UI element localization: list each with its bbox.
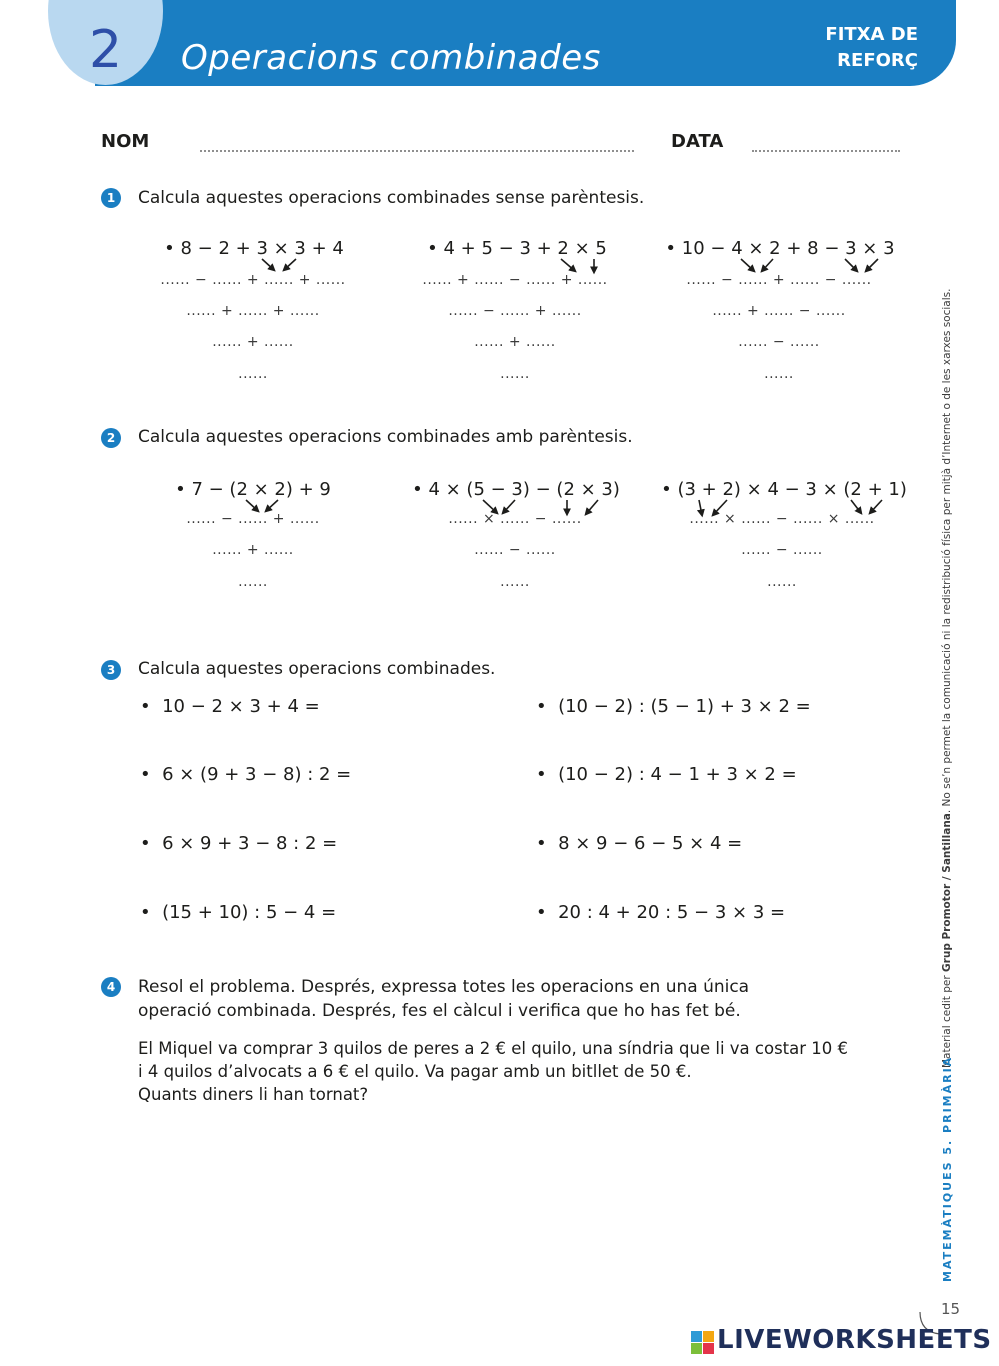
arrow	[284, 259, 296, 270]
ex2-a-step-1[interactable]: ...... − ...... + ......	[186, 511, 320, 527]
problem-text-line-1: El Miquel va comprar 3 quilos de peres a 2 € el quilo, una síndria que li va costar 10 €	[138, 1039, 849, 1058]
ex1-a-step-1[interactable]: ...... − ...... + ...... + ......	[160, 272, 346, 288]
arrow	[586, 500, 598, 514]
ex2-c-step-2[interactable]: ...... − ......	[741, 542, 823, 558]
problem-text-line-3: Quants diners li han tornat?	[138, 1085, 369, 1104]
copyright-prefix: Material cedit per	[941, 971, 953, 1068]
ex2-expression-c: • (3 + 2) × 4 − 3 × (2 + 1)	[661, 479, 907, 500]
exercise-1-instruction: Calcula aquestes operacions combinades sense parèntesis.	[138, 188, 645, 208]
ex3-right-expression: (10 − 2) : (5 − 1) + 3 × 2 =	[558, 696, 811, 717]
ex1-expression-b: • 4 + 5 − 3 + 2 × 5	[427, 238, 607, 259]
ex1-b-step-4[interactable]: ......	[500, 366, 530, 382]
ex3-item-right-3[interactable]: • 8 × 9 − 6 − 5 × 4 =	[536, 833, 743, 854]
ex3-right-expression: 20 : 4 + 20 : 5 − 3 × 3 =	[558, 902, 786, 923]
arrow	[262, 259, 274, 270]
ex3-right-expression: (10 − 2) : 4 − 1 + 3 × 2 =	[558, 764, 797, 785]
exercise-2-instruction: Calcula aquestes operacions combinades amb parèntesis.	[138, 427, 633, 447]
ex2-b-step-1[interactable]: ...... × ...... − ......	[448, 511, 582, 527]
exercise-3-instruction: Calcula aquestes operacions combinades.	[138, 659, 496, 679]
ex2-expression-b: • 4 × (5 − 3) − (2 × 3)	[412, 479, 620, 500]
ex2-b-step-3[interactable]: ......	[500, 574, 530, 590]
ex1-b-step-1[interactable]: ...... + ...... − ...... + ......	[422, 272, 608, 288]
ex3-item-right-4[interactable]: • 20 : 4 + 20 : 5 − 3 × 3 =	[536, 902, 786, 923]
ex1-b-step-3[interactable]: ...... + ......	[474, 334, 556, 350]
ex2-expression-a: • 7 − (2 × 2) + 9	[175, 479, 331, 500]
ex1-c-step-4[interactable]: ......	[764, 366, 794, 382]
copyright-notice	[941, 289, 953, 1068]
liveworksheets-brand[interactable]: LIVEWORKSHEETS	[717, 1325, 992, 1355]
ex2-c-step-3[interactable]: ......	[767, 574, 797, 590]
date-label: DATA	[671, 131, 724, 152]
arrow	[266, 500, 278, 511]
page-title: Operacions combinades	[181, 38, 601, 78]
arrow	[741, 259, 754, 271]
ex1-c-step-1[interactable]: ...... − ...... + ...... − ......	[686, 272, 872, 288]
arrow	[246, 500, 258, 511]
arrow	[762, 259, 773, 271]
ex3-item-left-4[interactable]: • (15 + 10) : 5 − 4 =	[140, 902, 337, 923]
arrow	[713, 500, 727, 515]
ex2-a-step-3[interactable]: ......	[238, 574, 268, 590]
name-label: NOM	[101, 131, 150, 152]
ex3-left-expression: 10 − 2 × 3 + 4 =	[162, 696, 320, 717]
ex1-b-step-2[interactable]: ...... − ...... + ......	[448, 303, 582, 319]
ex1-c-step-2[interactable]: ...... + ...... − ......	[712, 303, 846, 319]
ex1-c-step-3[interactable]: ...... − ......	[738, 334, 820, 350]
exercise-4-instruction-line-1: Resol el problema. Després, expressa totes les operacions en una única	[138, 977, 750, 997]
exercise-4-instruction-line-2: operació combinada. Després, fes el càlcul i verifica que ho has fet bé.	[138, 1001, 741, 1021]
ex3-item-left-1[interactable]: • 10 − 2 × 3 + 4 =	[140, 696, 320, 717]
ex1-a-step-4[interactable]: ......	[238, 366, 268, 382]
ex3-item-right-2[interactable]: • (10 − 2) : 4 − 1 + 3 × 2 =	[536, 764, 797, 785]
arrow	[503, 500, 515, 513]
unit-number: 2	[88, 20, 123, 80]
ex3-left-expression: (15 + 10) : 5 − 4 =	[162, 902, 337, 923]
ex3-left-expression: 6 × 9 + 3 − 8 : 2 =	[162, 833, 338, 854]
ex1-expression-a: • 8 − 2 + 3 × 3 + 4	[164, 238, 344, 259]
ex1-a-step-2[interactable]: ...... + ...... + ......	[186, 303, 320, 319]
arrow	[845, 259, 857, 271]
arrow	[699, 500, 702, 515]
ex1-expression-c: • 10 − 4 × 2 + 8 − 3 × 3	[665, 238, 895, 259]
exercise-3-number: 3	[101, 660, 121, 680]
ex3-item-right-1[interactable]: • (10 − 2) : (5 − 1) + 3 × 2 =	[536, 696, 811, 717]
ex1-a-step-3[interactable]: ...... + ......	[212, 334, 294, 350]
badge-line-1: FITXA DE	[825, 24, 918, 45]
problem-text-line-2: i 4 quilos d’alvocats a 6 € el quilo. Va pagar amb un bitllet de 50 €.	[138, 1062, 692, 1081]
ex2-c-step-1[interactable]: ...... × ...... − ...... × ......	[689, 511, 875, 527]
liveworksheets-logo-icon	[691, 1331, 715, 1355]
ex3-item-left-2[interactable]: • 6 × (9 + 3 − 8) : 2 =	[140, 764, 352, 785]
ex2-a-step-2[interactable]: ...... + ......	[212, 542, 294, 558]
exercise-1-number: 1	[101, 188, 121, 208]
badge-line-2: REFORÇ	[837, 50, 918, 71]
copyright-publisher: Grup Promotor / Santillana	[941, 813, 953, 972]
ex3-right-expression: 8 × 9 − 6 − 5 × 4 =	[558, 833, 743, 854]
exercise-4-number: 4	[101, 977, 121, 997]
arrow	[561, 259, 575, 271]
arrow	[870, 500, 882, 513]
ex3-left-expression: 6 × (9 + 3 − 8) : 2 =	[162, 764, 352, 785]
page-number: 15	[941, 1300, 961, 1318]
ex3-item-left-3[interactable]: • 6 × 9 + 3 − 8 : 2 =	[140, 833, 338, 854]
arrow	[866, 259, 878, 271]
ex2-b-step-2[interactable]: ...... − ......	[474, 542, 556, 558]
exercise-2-number: 2	[101, 428, 121, 448]
copyright-suffix: . No se’n permet la comunicació ni la redistribució física per mitjà d’Internet o de les xarxes socials.	[941, 288, 953, 814]
arrow	[483, 500, 497, 513]
arrow	[851, 500, 861, 513]
course-label: MATEMÀTIQUES 5. PRIMÀRIA	[941, 1055, 954, 1282]
